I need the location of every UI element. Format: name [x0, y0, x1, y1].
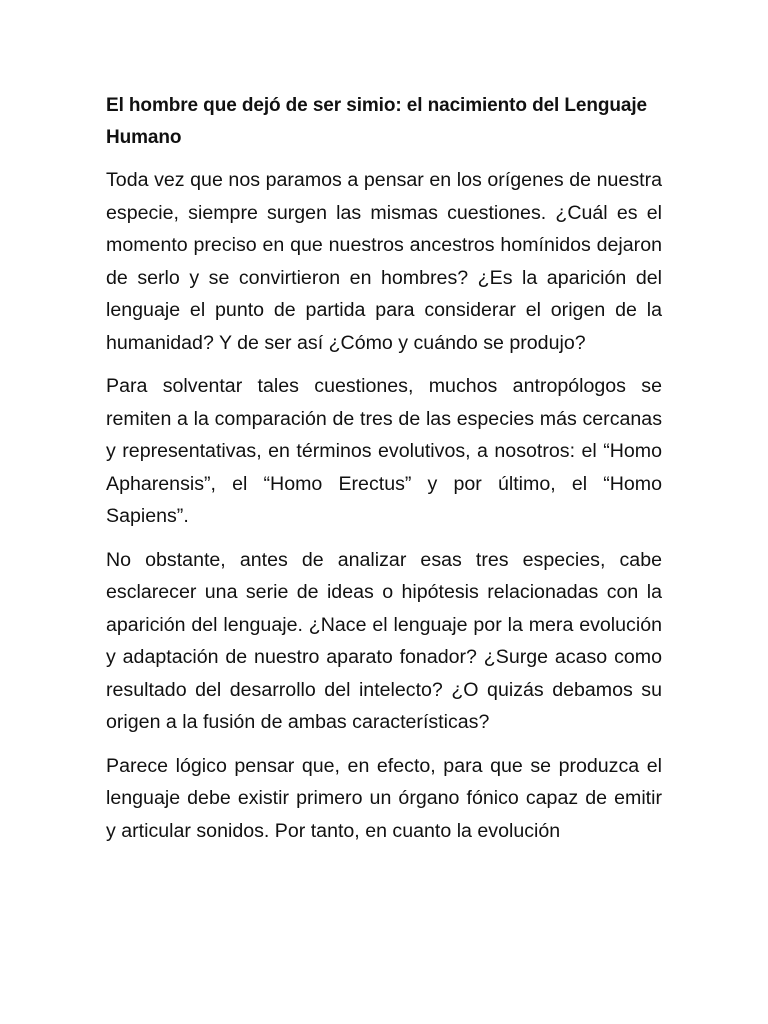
paragraph: No obstante, antes de analizar esas tres especies, cabe esclarecer una serie de ideas o hipótesis relacionadas con la aparición del lenguaje. ¿Nace el lenguaje por la mera evolución y adaptación de nuestro aparato fonador? ¿Surge acaso como resultado del desarrollo del intelecto? ¿O quizás debamos su origen a la fusión de ambas características?	[106, 548, 662, 733]
paragraph: Toda vez que nos paramos a pensar en los orígenes de nuestra especie, siempre surgen las mismas cuestiones. ¿Cuál es el momento preciso en que nuestros ancestros homínidos dejaron de serlo y se convirtieron en hombres? ¿Es la aparición del lenguaje el punto de partida para considerar el origen de la humanidad? Y de ser así ¿Cómo y cuándo se produjo?	[106, 169, 662, 354]
paragraph: Para solventar tales cuestiones, muchos antropólogos se remiten a la comparación de tres de las especies más cercanas y representativas, en términos evolutivos, a nosotros: el “Homo Apharensis”, el “Homo Erectus” y por último, el “Homo Sapiens”.	[106, 375, 662, 527]
paragraph: Parece lógico pensar que, en efecto, para que se produzca el lenguaje debe existir primero un órgano fónico capaz de emitir y articular sonidos. Por tanto, en cuanto la evolución	[106, 754, 662, 842]
document-title: El hombre que dejó de ser simio: el nacimiento del Lenguaje Humano	[106, 95, 647, 148]
document-body	[106, 90, 662, 858]
